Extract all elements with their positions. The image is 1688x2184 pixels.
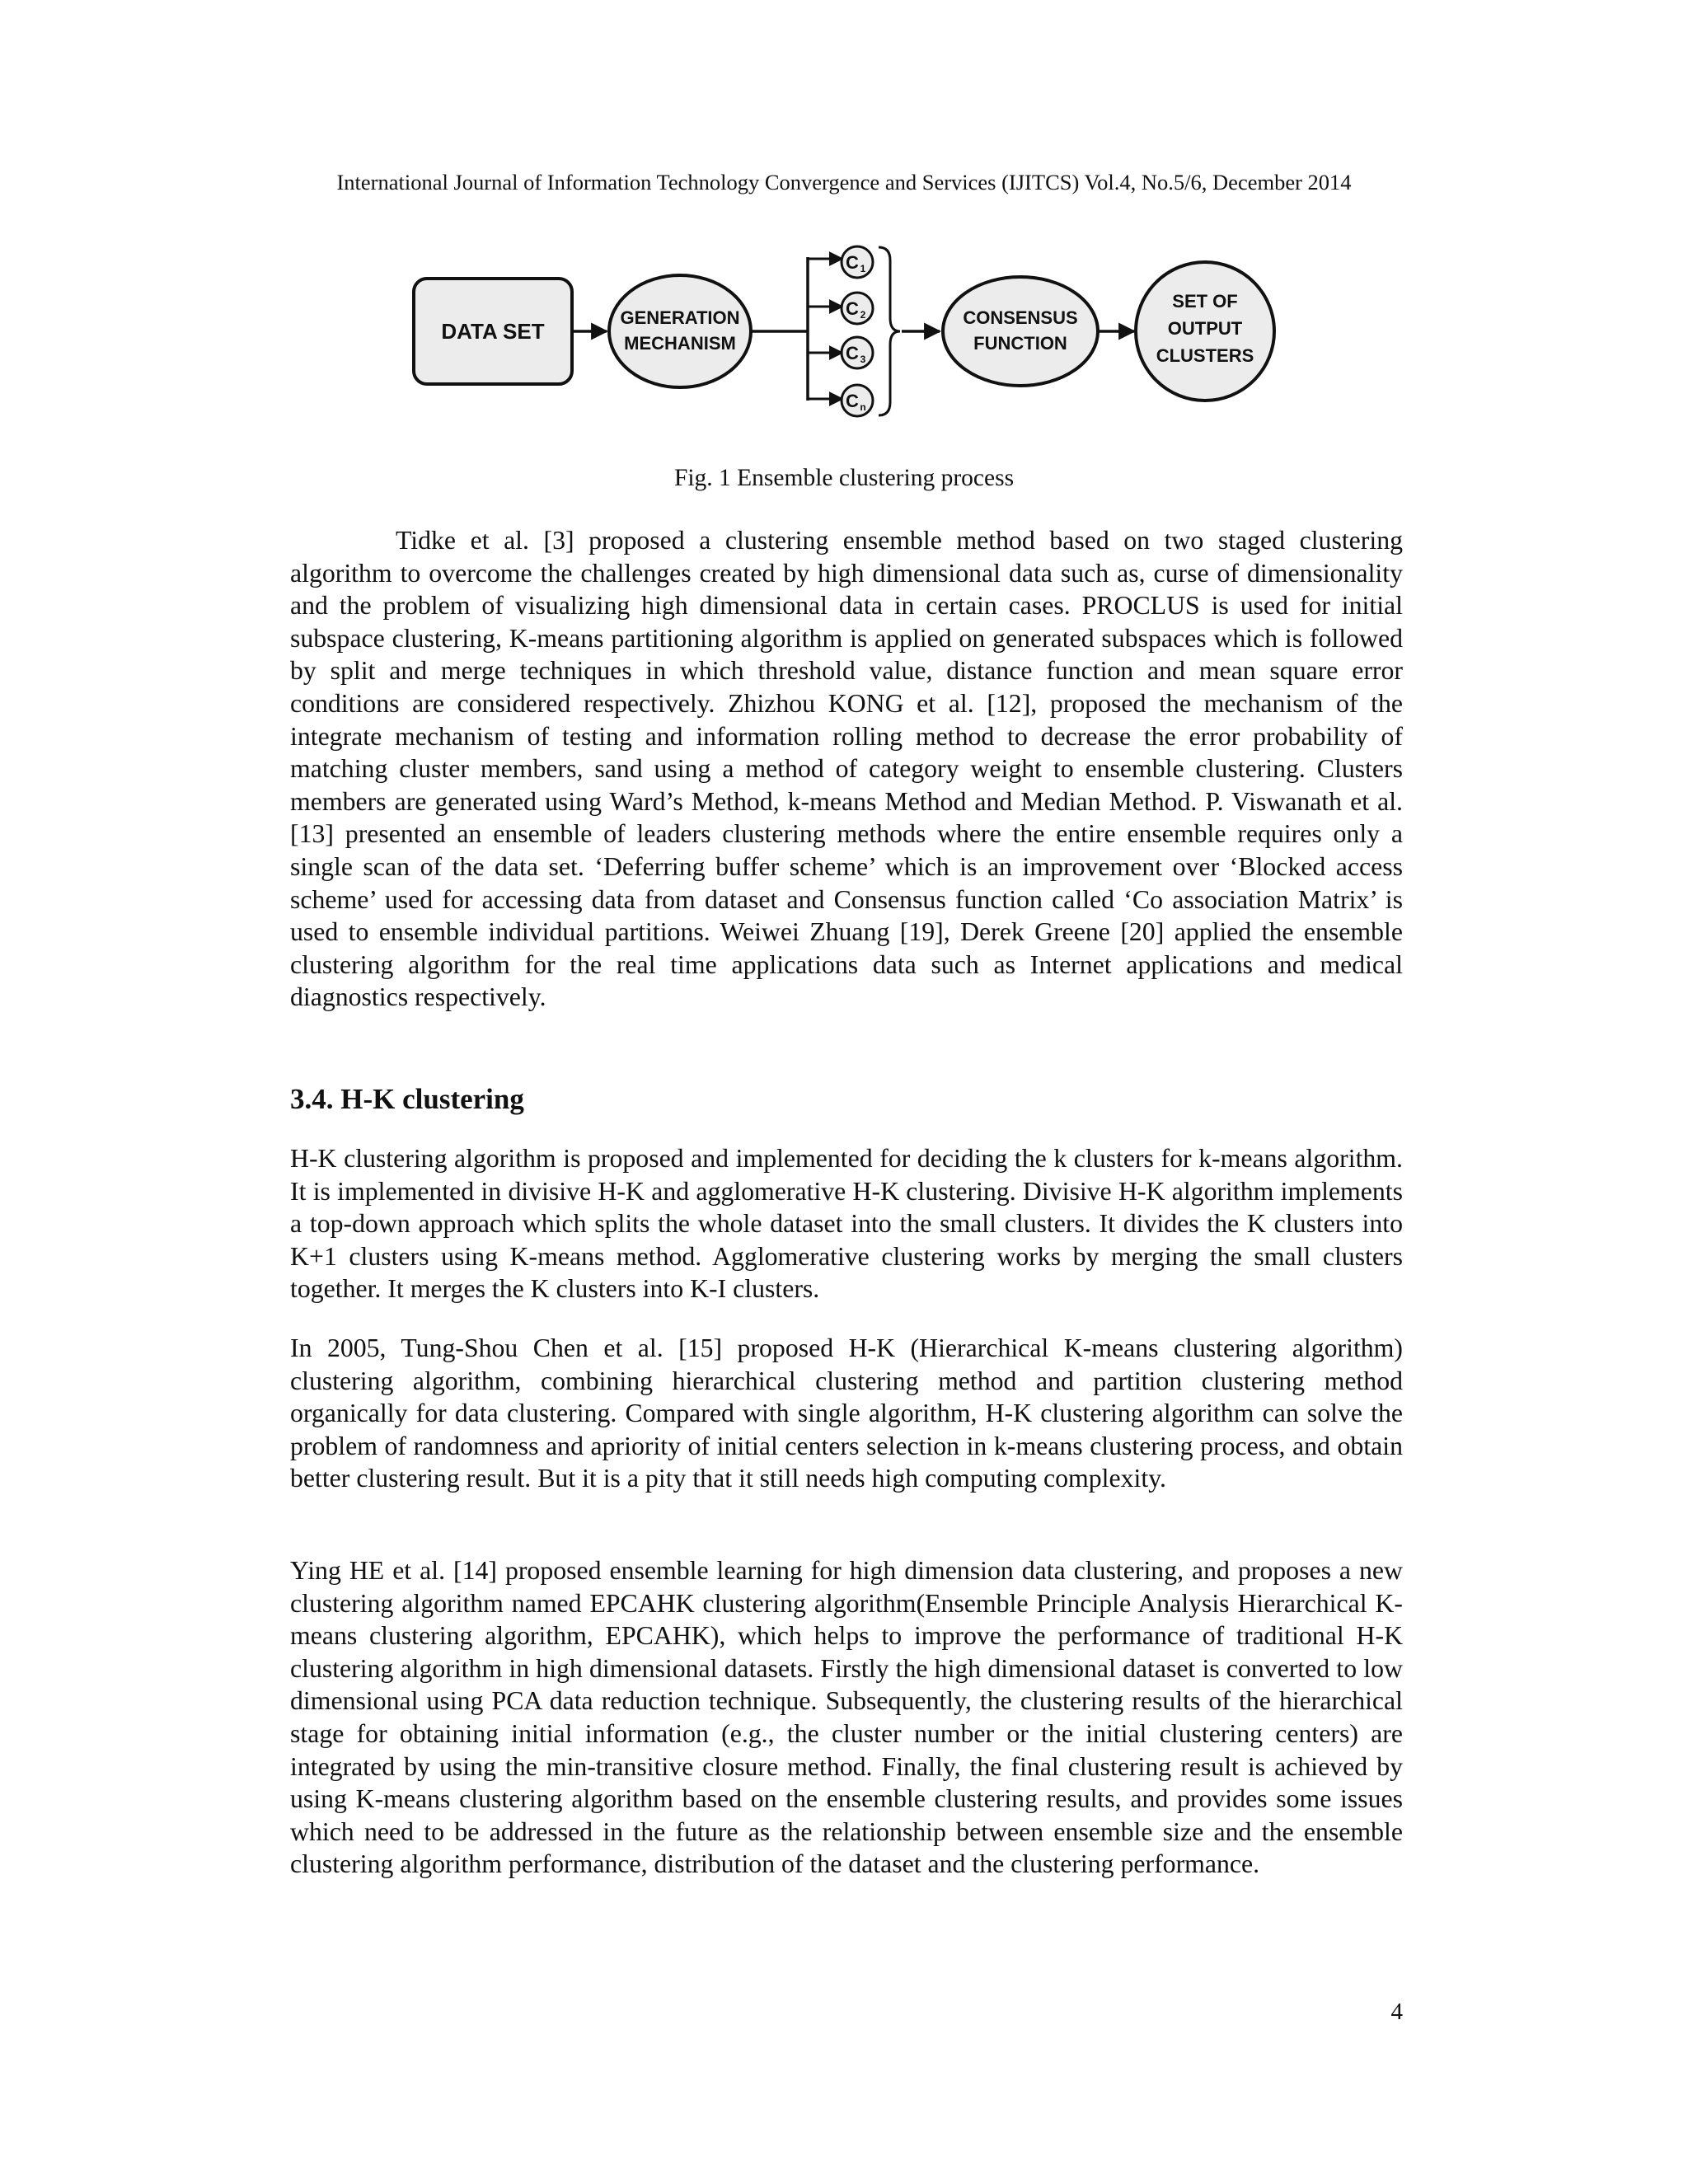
paragraph-hk-history: In 2005, Tung-Shou Chen et al. [15] proposed H-K (Hierarchical K-means clustering algorithm) clustering algorithm, combining hierarchical clustering method and partition clustering method organically for data clustering. Compared with single algorithm, H-K clustering algorithm can solve the problem of randomness and apriority of initial centers selection in k-means clustering process, and obtain better clustering result. But it is a pity that it still needs high computing complexity.: [290, 1333, 1403, 1493]
generation-label-line1: GENERATION: [620, 307, 740, 328]
cluster-c1-label: C: [846, 252, 859, 273]
consensus-label-line1: CONSENSUS: [963, 307, 1078, 328]
cluster-c2-label: C: [846, 298, 859, 319]
output-label-line3: CLUSTERS: [1156, 345, 1254, 366]
consensus-function-node: [943, 277, 1098, 386]
data-set-label: DATA SET: [441, 319, 545, 344]
ensemble-clustering-figure: [396, 239, 1319, 429]
cluster-c3-subscript: 3: [860, 354, 866, 365]
grouping-brace: [879, 247, 900, 415]
cluster-c2-subscript: 2: [860, 309, 866, 321]
generation-label-line2: MECHANISM: [624, 333, 736, 354]
cluster-c3-label: C: [846, 343, 859, 363]
ensemble-clustering-diagram: [396, 239, 1319, 429]
figure-caption: Fig. 1 Ensemble clustering process: [673, 465, 1015, 491]
cluster-cn-subscript: n: [860, 401, 866, 413]
cluster-cn-label: C: [846, 391, 859, 411]
paragraph-hk-intro: H-K clustering algorithm is proposed and implemented for deciding the k clusters for k-means algorithm. It is implemented in divisive H-K and agglomerative H-K clustering. Divisive H-K algorithm implements a top-down approach which splits the whole dataset into the small clusters. It divides the K clusters into K+1 clusters using K-means method. Agglomerative clustering works by merging the small clusters together. It merges the K clusters into K-I clusters.: [290, 1144, 1403, 1304]
paragraph-ensemble-methods: Tidke et al. [3] proposed a clustering ensemble method based on two staged clustering algorithm to overcome the challenges created by high dimensional data such as, curse of dimensionality and the problem of visualizing high dimensional data in certain cases. PROCLUS is used for initial subspace clustering, K-means partitioning algorithm is applied on generated subspaces which is followed by split and merge techniques in which threshold value, distance function and mean square error conditions are considered respectively. Zhizhou KONG et al. [12], proposed the mechanism of the integrate mechanism of testing and information rolling method to decrease the error probability of matching cluster members, sand using a method of category weight to ensemble clustering. Clusters members are generated using Ward’s Method, k-means Method and Median Method. P. Viswanath et al. [13] presented an ensemble of leaders clustering methods where the entire ensemble requires only a single scan of the data set. ‘Deferring buffer scheme’ which is an improvement over ‘Blocked access scheme’ used for accessing data from dataset and Consensus function called ‘Co association Matrix’ is used to ensemble individual partitions. Weiwei Zhuang [19], Derek Greene [20] applied the ensemble clustering algorithm for the real time applications data such as Internet applications and medical diagnostics respectively.: [290, 526, 1403, 1012]
paragraph-epcahk: Ying HE et al. [14] proposed ensemble learning for high dimension data clustering, and proposes a new clustering algorithm named EPCAHK clustering algorithm(Ensemble Principle Analysis Hierarchical K-means clustering algorithm, EPCAHK), which helps to improve the performance of traditional H-K clustering algorithm in high dimensional datasets. Firstly the high dimensional dataset is converted to low dimensional using PCA data reduction technique. Subsequently, the clustering results of the hierarchical stage for obtaining initial information (e.g., the cluster number or the initial clustering centers) are integrated by using the min-transitive closure method. Finally, the final clustering result is achieved by using K-means clustering algorithm based on the ensemble clustering results, and provides some issues which need to be addressed in the future as the relationship between ensemble size and the ensemble clustering algorithm performance, distribution of the dataset and the clustering performance.: [290, 1556, 1403, 1879]
output-label-line1: SET OF: [1172, 291, 1238, 312]
generation-mechanism-node: [609, 275, 751, 387]
section-heading-hk-clustering: 3.4. H-K clustering: [290, 1083, 524, 1115]
output-label-line2: OUTPUT: [1167, 318, 1243, 339]
running-header: International Journal of Information Technology Convergence and Services (IJITCS) Vol.4, No.5/6, December 2014: [336, 170, 1352, 194]
consensus-label-line2: FUNCTION: [973, 333, 1067, 354]
page-number: 4: [1390, 1999, 1403, 2025]
cluster-c1-subscript: 1: [860, 263, 866, 274]
